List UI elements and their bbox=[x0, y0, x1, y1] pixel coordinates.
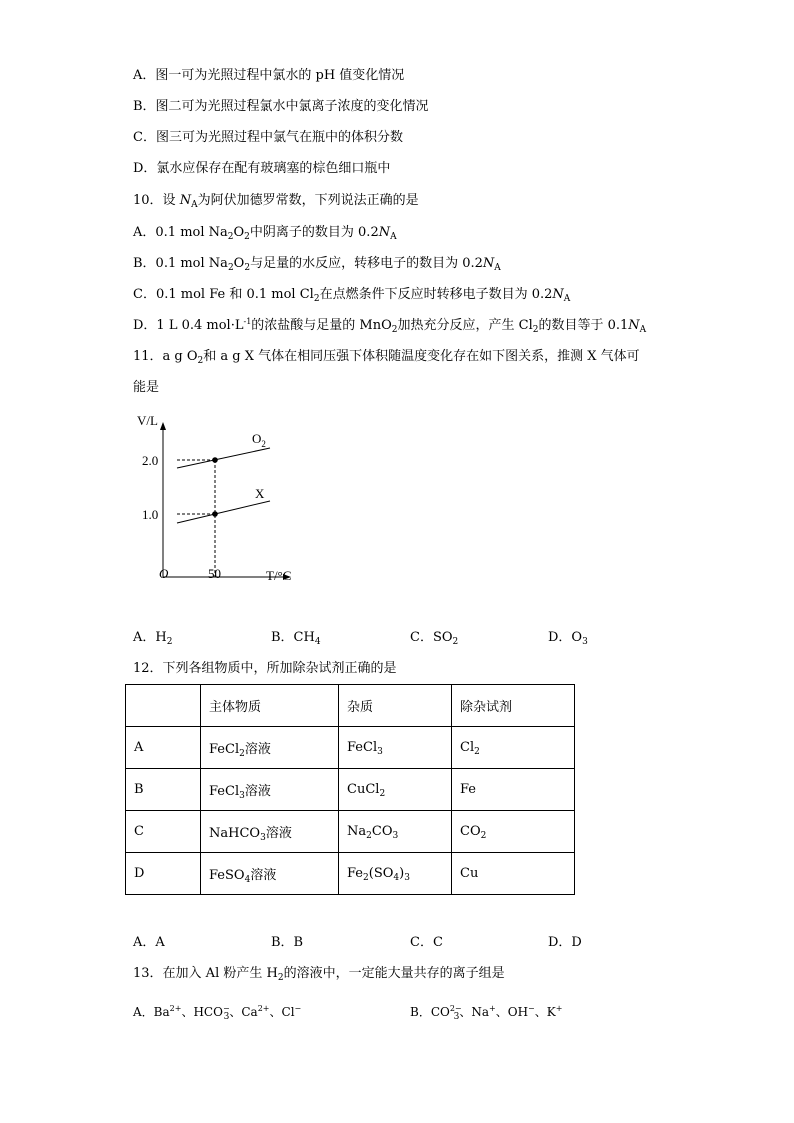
q11-stem-line2: 能是 bbox=[133, 380, 160, 395]
main-substance: FeSO$_4$溶液 bbox=[201, 853, 339, 895]
impurity: FeCl$_3$ bbox=[339, 727, 452, 769]
reagent: Fe bbox=[452, 769, 575, 811]
q12-option-b: B．B bbox=[271, 935, 304, 950]
q9-option-d: D．氯水应保存在配有玻璃塞的棕色细口瓶中 bbox=[133, 161, 391, 176]
q12-stem: 12．下列各组物质中，所加除杂试剂正确的是 bbox=[133, 661, 397, 676]
x-line-label: X bbox=[255, 486, 265, 501]
row-label: A bbox=[126, 727, 201, 769]
impurity: $Na_2CO_3$ bbox=[339, 811, 452, 853]
o2-point bbox=[212, 457, 218, 463]
x-tick-50: 50 bbox=[208, 566, 221, 581]
impurity-removal-table bbox=[125, 684, 575, 895]
main-substance: FeCl$_3$溶液 bbox=[201, 769, 339, 811]
o2-line bbox=[177, 448, 270, 468]
row-label: D bbox=[126, 853, 201, 895]
table-row bbox=[126, 811, 575, 853]
impurity: $Fe_2(SO_4)_3$ bbox=[339, 853, 452, 895]
x-axis-label: T/°C bbox=[266, 568, 292, 583]
q10-stem: 10．设 $N_A$为阿伏加德罗常数，下列说法正确的是 bbox=[133, 193, 419, 210]
origin-label: O bbox=[159, 566, 169, 581]
header-empty bbox=[126, 685, 201, 727]
q11-stem: 11．a g $O_2$和 a g X 气体在相同压强下体积随温度变化存在如下图关系，推测 X 气体可 bbox=[133, 349, 640, 366]
q12-option-a: A．A bbox=[133, 935, 165, 950]
q9-option-b: B．图二可为光照过程氯水中氯离子浓度的变化情况 bbox=[133, 99, 429, 114]
table-header-row bbox=[126, 685, 575, 727]
q11-option-a: A．$H_2$ bbox=[133, 630, 173, 647]
q13-option-b: B．$CO^{2-}_3$、Na+、OH−、K+ bbox=[410, 1004, 563, 1022]
q12-option-c: C．C bbox=[410, 935, 443, 950]
q11-option-b: B．$CH_4$ bbox=[271, 630, 321, 647]
header-main: 主体物质 bbox=[201, 685, 339, 727]
q12-option-d: D．D bbox=[548, 935, 582, 950]
main-substance: NaHCO$_3$溶液 bbox=[201, 811, 339, 853]
y-axis-label: V/L bbox=[137, 413, 158, 428]
q10-option-c: C．0.1 mol Fe 和 0.1 mol $Cl_2$在点燃条件下反应时转移电子数目为 $0.2N_A$ bbox=[133, 287, 571, 304]
x-point bbox=[212, 511, 218, 517]
y-axis-arrow bbox=[160, 422, 166, 430]
q10-option-d: D．1 L 0.4 $mol\cdot L^{-1}$的浓盐酸与足量的 MnO$_2$加热充分反应，产生 $Cl_2$的数目等于 $0.1N_A$ bbox=[133, 317, 647, 335]
table-row bbox=[126, 769, 575, 811]
row-label: C bbox=[126, 811, 201, 853]
y-tick-2: 2.0 bbox=[142, 453, 159, 468]
q10-option-a: A．0.1 mol $Na_2O_2$中阴离子的数目为 $0.2N_A$ bbox=[133, 225, 397, 242]
q9-option-c: C．图三可为光照过程中氯气在瓶中的体积分数 bbox=[133, 130, 403, 145]
header-impurity: 杂质 bbox=[339, 685, 452, 727]
x-line bbox=[177, 501, 270, 523]
q13-option-a: A．$Ba^{2+}$、$HCO^-_3$、$Ca^{2+}$、Cl− bbox=[133, 1004, 302, 1022]
header-reagent: 除杂试剂 bbox=[452, 685, 575, 727]
impurity: CuCl$_2$ bbox=[339, 769, 452, 811]
q11-option-d: D．$O_3$ bbox=[548, 630, 588, 647]
q11-option-c: C．$SO_2$ bbox=[410, 630, 459, 647]
o2-line-label: $O_2$ bbox=[252, 431, 266, 449]
table-row bbox=[126, 853, 575, 895]
q9-option-a: A．图一可为光照过程中氯水的 pH 值变化情况 bbox=[133, 68, 405, 83]
reagent: $CO_2$ bbox=[452, 811, 575, 853]
q13-stem: 13．在加入 Al 粉产生 $H_2$的溶液中，一定能大量共存的离子组是 bbox=[133, 966, 505, 983]
row-label: B bbox=[126, 769, 201, 811]
table-row bbox=[126, 727, 575, 769]
main-substance: FeCl$_2$溶液 bbox=[201, 727, 339, 769]
reagent: Cu bbox=[452, 853, 575, 895]
y-tick-1: 1.0 bbox=[142, 507, 159, 522]
volume-temperature-graph bbox=[135, 410, 305, 590]
reagent: $Cl_2$ bbox=[452, 727, 575, 769]
q10-option-b: B．0.1 mol $Na_2O_2$与足量的水反应，转移电子的数目为 $0.2N_A$ bbox=[133, 256, 501, 273]
